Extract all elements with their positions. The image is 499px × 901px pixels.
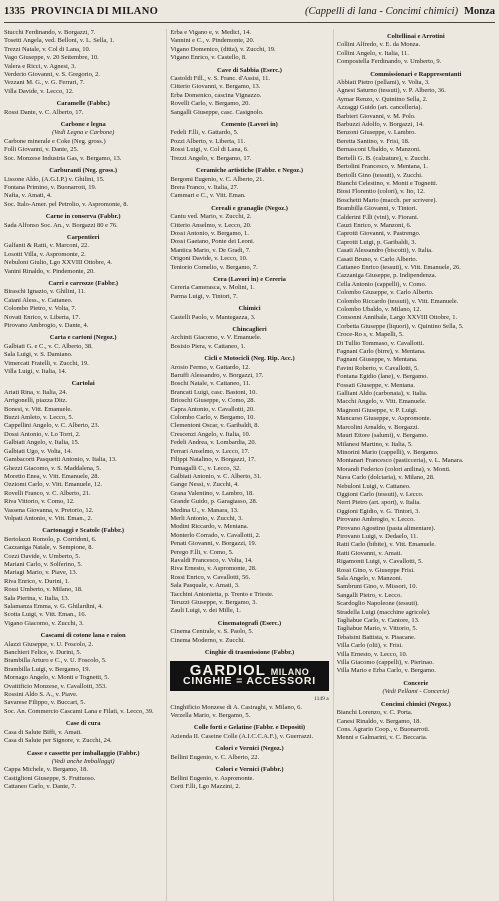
directory-entry: Cazzaniga Giuseppe, p. Indipendenza. — [336, 272, 437, 280]
directory-entry: Perego F.lli, v. Como, 5. — [170, 548, 234, 556]
directory-entry: Bianchi Celestino, v. Monti e Tognetti. — [336, 179, 438, 187]
directory-entry: Villa Ernesto, v. Lecco, 10. — [336, 650, 408, 658]
directory-entry: Valera e Ricci, v. Agnesi, 3. — [4, 62, 76, 70]
directory-entry: Milanesi Martino, v. Italia, 5. — [336, 440, 413, 448]
directory-column-1 — [4, 29, 162, 901]
directory-entry: Mancarso Giuseppe, v. Aspromonte. — [336, 415, 432, 423]
directory-entry: Crescenzi Angelo, v. Italia, 10. — [170, 430, 251, 438]
section-heading: Cera (Lavori in) e Cereria — [213, 275, 286, 283]
directory-entry: Modini Riccardo, v. Mentana. — [170, 523, 249, 531]
section-heading: Cicli e Motocicli (Neg. Rip. Acc.) — [204, 355, 295, 363]
directory-entry: Colombo Ubaldo, v. Milano, 12. — [336, 306, 422, 313]
directory-entry: Monterlo Corrado, v. Cavallotti, 2. — [170, 531, 261, 539]
directory-entry: Carbone minerale e Coke (Neg. gross.) — [4, 137, 106, 145]
directory-entry: Menni e Galmarini, v. C. Beccaria. — [336, 734, 428, 742]
directory-entry: Volpati Antonio, v. Vitt. Eman., 2. — [4, 514, 93, 522]
directory-entry: Penati Giovanni, v. Borgazzi, 19. — [170, 540, 257, 548]
section-heading: Cartonaggi e Scatole (Fabbr.) — [42, 527, 125, 535]
directory-entry: Erba e Vigano e, v. Medici, 14. — [170, 29, 251, 36]
section-heading: Chincaglieri — [232, 326, 267, 333]
directory-entry: Ozziomi Carlo, v. Vitt. Emanuele, 12. — [4, 481, 102, 489]
directory-entry: Rigamonti Luigi, v. Cavallotti, 5. — [336, 558, 423, 566]
directory-entry: Bernasconi Ubaldo, v. Manzoni. — [336, 146, 421, 154]
directory-entry: Archinti Giacomo, v. V. Emanuele. — [170, 334, 262, 342]
directory-entry: Bellini Eugenio, v. C. Alberto, 22. — [170, 753, 260, 761]
directory-entry: Magnoni Giuseppe, v. P. Luigi. — [336, 406, 418, 414]
directory-entry: Villa Luigi, v. Italia, 14. — [4, 368, 67, 376]
section-heading: Concimi chimici (Negoz.) — [380, 700, 451, 708]
directory-column-2 — [166, 29, 328, 901]
directory-entry: Riva Ernesto, v. Aspromonte, 28. — [170, 565, 257, 573]
directory-entry: Nerri Pietro (art. sport), v. Italia. — [336, 499, 421, 507]
ad-brand: GARDIOL — [189, 662, 266, 680]
directory-entry: Cinghificio Monzese di A. Casiraghi, v. Milano, 6. — [170, 703, 303, 711]
directory-entry: Dossi Antonio, v. Bergamo, 1. — [170, 229, 249, 237]
directory-entry: Cinema Centrale, v. S. Paolo, 5. — [170, 628, 254, 636]
section-heading: Cinematografi (Eserc.) — [217, 619, 282, 627]
directory-entry: Castiglioni Giuseppe, S. Fruttuoso. — [4, 774, 96, 782]
directory-entry: Brambilla Giovanni, v. Tintori. — [336, 205, 418, 213]
directory-entry: Gambacorti Pasquetti Antonio, v. Italia, 13. — [4, 456, 117, 464]
directory-entry: Tagliabue Carlo, v. Cantore, 13. — [336, 617, 420, 625]
directory-entry: Stucchi Ferdinando, v. Borgazzi, 7. — [4, 29, 96, 36]
directory-entry: Galliani Aldo (carbonaia), v. Italia. — [336, 390, 428, 398]
directory-entry: Cozzi Davide, v. Umberto, 5. — [4, 552, 81, 560]
directory-entry: Corti F.lli, Lgo Mazzini, 2. — [170, 782, 241, 790]
directory-entry: Baruffi Alessandro, v. Borgazzi, 17. — [170, 372, 264, 380]
directory-entry: Caiani Aless., v. Cattaneo. — [4, 296, 73, 304]
directory-entry: Pirovano Ambrogio, v. Lecco. — [336, 516, 415, 524]
directory-entry: Ratti Giovanni, v. Amati. — [336, 549, 402, 557]
directory-entry: Dossi Gaetano, Ponte dei Leoni. — [170, 238, 255, 246]
directory-entry: Mauri Ettore (salumi), v. Bergamo. — [336, 432, 428, 440]
directory-entry: Savarese Filippo, v. Buccari, 5. — [4, 699, 86, 707]
directory-entry: Bertelli G. B. (calzature), v. Zucchi. — [336, 154, 431, 162]
directory-entry: Vassena Giovanna, v. Pretorio, 12. — [4, 506, 94, 514]
directory-entry: Marcolini Arnaldo, v. Borgazzi. — [336, 423, 420, 431]
directory-entry: Parma Luigi, v. Tintori, 7. — [170, 292, 238, 300]
directory-entry: Mantica Mario, v. De Gradi, 7. — [170, 246, 251, 254]
section-heading: Casse e cassette per imballaggio (Fabbr.) — [26, 749, 140, 757]
directory-entry: Cantu ved. Mario, v. Zucchi, 2. — [170, 213, 252, 221]
directory-entry: Benzoni Giuseppe, v. Lambro. — [336, 129, 417, 137]
directory-entry: Boschi Natale, v. Cattaneo, 11. — [170, 380, 251, 388]
directory-entry: Cella Antonio (cappelli), v. Como. — [336, 280, 427, 288]
directory-entry: Arosio Fermo, v. Gattardo, 12. — [170, 363, 251, 371]
directory-entry: Trezzi Natale, v. Col di Lana, 10. — [4, 45, 91, 53]
directory-entry: Bertolli Gino (tessuti), v. Zucchi. — [336, 171, 423, 179]
directory-entry: Teruzzi Giuseppe, v. Bergamo, 3. — [170, 599, 258, 606]
directory-entry: Galbiati G. e C., v. C. Alberto, 38. — [4, 342, 93, 350]
directory-entry: Casa di Salute per Signore, v. Zucchi, 24. — [4, 737, 112, 745]
directory-entry: Fumagalli C., v. Lecco, 32. — [170, 464, 241, 472]
directory-entry: Salamanza Emma, v. G. Ghilardini, 4. — [4, 603, 103, 610]
directory-entry: Galbiati Antonio, v. C. Alberto, 31. — [170, 472, 262, 480]
directory-entry: Rossi Dante, v. C. Alberto, 17. — [4, 108, 84, 116]
directory-entry: Lissone Aldo, (A.G.I.P.) v. Ghilini, 15. — [4, 175, 105, 183]
directory-entry: Soc. Monzese Industria Gas, v. Bergamo, 13. — [4, 154, 122, 162]
directory-entry: Merli Antonio, v. Zucchi, 3. — [170, 514, 243, 522]
directory-entry: Oggioni Carlo (tessuti), v. Lecco. — [336, 490, 424, 498]
directory-entry: Compostella Ferdinando, v. Umberto, 9. — [336, 58, 442, 66]
directory-entry: Citterio Giovanni, v. Bergamo, 13. — [170, 83, 261, 91]
directory-entry: Banchieri Felice, v. Durini, 5. — [4, 649, 82, 657]
directory-entry: Cattaneo Enrico (tessuti), v. Vitt. Emanuele, 26. — [336, 263, 461, 271]
directory-entry: Corbetta Giuseppe (liquori), v. Quintino Sella, 5. — [336, 322, 464, 330]
directory-entry: Ratti Carlo (bibite), v. Vitt. Emanuele. — [336, 541, 436, 549]
directory-entry: Vimercati Fratelli, v. Zucchi, 19. — [4, 359, 89, 367]
advertisement — [170, 661, 328, 703]
directory-entry: Brioschi Giuseppe, v. Como, 28. — [170, 397, 256, 405]
directory-entry: Erba Domenico, cascina Vignazzo. — [170, 91, 262, 99]
directory-entry: Alazzi Giuseppe, v. U. Foscolo, 2. — [4, 640, 94, 648]
directory-entry: Dossi Antonio, v. Lo Torri, 2. — [4, 430, 81, 438]
section-heading: Carpentieri — [66, 233, 100, 241]
directory-entry: Sada Alfonso Soc. An., v. Borgazzi 80 e 76. — [4, 221, 118, 229]
directory-entry: Ghezzi Giacomo, v. S. Maddalena, 5. — [4, 464, 102, 472]
directory-entry: Villa Carlo (olii), v. Frisi. — [336, 642, 403, 650]
directory-entry: Castelli Paolo, v. Mantegazza, 3. — [170, 313, 256, 321]
directory-entry: Agnesi Saturno (tessuti), v. P. Alberto, 36. — [336, 87, 446, 95]
directory-entry: Bianchi Lorenzo, v. C. Porta. — [336, 709, 413, 717]
directory-entry: Rovelli Carlo, v. Bergamo, 20. — [170, 100, 250, 108]
section-heading: Cemento (Lavori in) — [221, 121, 278, 129]
directory-entry: Biraschi Ignazio, v. Ghilini, 11. — [4, 288, 86, 296]
directory-entry: Morandi Federico (colori anilina), v. Monti. — [336, 465, 451, 473]
directory-entry: Novati Enrico, v. Liberta, 17. — [4, 313, 81, 321]
directory-entry: Tebaisini Battista, v. Pisacane. — [336, 633, 416, 641]
directory-entry: Zauli Luigi, v. dei Mille, 1. — [170, 607, 241, 615]
directory-entry: Cinema Moderno, v. Zucchi. — [170, 636, 245, 644]
directory-entry: Bergomi Eugenio, v. C. Alberto, 21. — [170, 175, 265, 183]
directory-entry: Fedeli F.lli, v. Gattardo, 5. — [170, 129, 239, 137]
directory-entry: Vigano Domenico, (ditta), v. Zucchi, 19. — [170, 45, 276, 53]
directory-entry: Pirovano Ambrogio, v. Dante, 4. — [4, 322, 89, 329]
directory-entry: Bertolazzi Romolo, p. Corridoni, 6. — [4, 535, 97, 543]
directory-entry: Sambruni Gino, v. Missori, 10. — [336, 583, 418, 591]
section-note: (Vedi Pellami - Concerie) — [382, 688, 450, 696]
directory-entry: Casa di Salute Biffi, v. Amati. — [4, 728, 82, 736]
directory-entry: Oggioni Egidio, v. G. Tintori, 3. — [336, 507, 421, 515]
section-heading: Concerie — [403, 679, 429, 687]
section-heading: Colori e Vernici (Negoz.) — [215, 745, 284, 753]
directory-entry: Vannini e C., v. Pindemonte, 20. — [170, 37, 255, 45]
section-heading: Colle forti e Gelatine (Fabbr. e Depositi) — [193, 724, 306, 732]
directory-entry: Mornago Angelo, v. Monti e Tognetti, 5. — [4, 674, 110, 682]
directory-entry: Cammari e C., v. Vitt. Eman. — [170, 192, 246, 200]
directory-entry: Pozzi Alberto, v. Liberta, 11. — [170, 137, 246, 145]
directory-entry: Ariati Rina, v. Italia, 24. — [4, 388, 68, 396]
directory-entry: Ferrari Anselmo, v. Lecco, 17. — [170, 447, 250, 455]
directory-entry: Bertolini Francesco, v. Mentana, 1. — [336, 163, 428, 171]
section-heading: Cinghie di trasmissione (Fabbr.) — [204, 649, 295, 657]
directory-entry: Vanini Rinaldo, v. Pindemonte, 20. — [4, 267, 95, 275]
directory-entry: Brera Franco, v. Italia, 27. — [170, 183, 239, 191]
section-heading: Commissionari e Rappresentanti — [370, 70, 462, 78]
directory-entry: Fossati Giuseppe, v. Mentana. — [336, 381, 415, 389]
directory-entry: Origoni Davide, v. Lecco, 10. — [170, 255, 248, 263]
directory-entry: Villa Mario e Erba Carlo, v. Bergamo. — [336, 667, 436, 675]
directory-entry: Fontana Egidio (lane), v. Bergamo. — [336, 373, 428, 381]
ad-tagline: CINGHIE = ACCESSORI — [183, 674, 316, 687]
subject-range: (Cappelli di lana - Concimi chimici) — [304, 6, 459, 17]
directory-entry: Biosi Florentio (colori), v. Ito, 12. — [336, 188, 425, 196]
directory-entry: Citterio Anselmo, v. Lecco, 20. — [170, 221, 252, 229]
directory-entry: Fontana Primino, v. Buonarroti, 19. — [4, 183, 97, 191]
directory-entry: Barbieri Giovanni, v. M. Polo. — [336, 112, 416, 120]
directory-entry: Filippi Natalino, v. Borgazzi, 17. — [170, 456, 256, 464]
directory-entry: Caprotti Giovanni, v. Pastrengo. — [336, 230, 421, 238]
section-heading: Carri e carrozze (Fabbr.) — [48, 279, 118, 287]
section-heading: Cave di Sabbia (Eserc.) — [217, 66, 282, 74]
directory-entry: Fagnani Carlo (birre), v. Mentana. — [336, 348, 426, 356]
directory-entry: Nafta, v. Amati, 4. — [4, 192, 52, 200]
directory-entry: Vigano Enrico, v. Castello, 8. — [170, 54, 247, 62]
directory-column-3 — [333, 29, 495, 901]
section-heading: Carne in conserva (Fabbr.) — [45, 213, 121, 221]
directory-entry: Galbiati Angelo, v. Italia, 15. — [4, 439, 80, 447]
directory-entry: Vago Giuseppe, v. 20 Settembre, 10. — [4, 54, 99, 62]
directory-entry: Clementoni Oscar, v. Garibaldi, 8. — [170, 422, 260, 430]
section-heading: Ceramiche artistiche (Fabbr. e Negoz.) — [196, 167, 303, 175]
section-heading: Case di cura — [65, 720, 101, 728]
section-heading: Carta e cartoni (Negoz.) — [49, 334, 117, 342]
section-heading: Carburanti (Neg. gross.) — [49, 167, 118, 175]
directory-entry: Tentorio Cornelio, v. Bergamo, 7. — [170, 263, 258, 271]
directory-entry: Azzaggi Guido (art. cancelleria). — [336, 104, 423, 112]
section-heading: Caramelle (Fabbr.) — [56, 100, 110, 108]
directory-entry: Trezzi Angelo, v. Bergamo, 17. — [170, 154, 252, 162]
directory-entry: Colombo Pietro, v. Volta, 7. — [4, 305, 77, 313]
directory-entry: Collini Angelo, v. Italia, 11. — [336, 49, 409, 57]
directory-entry: Sala Luigi, v. S. Damiano. — [4, 351, 73, 359]
directory-entry: Gange Nessi, v. Zucchi, 4. — [170, 481, 239, 489]
directory-entry: Sangalli Giuseppe, casc. Casignolo. — [170, 108, 264, 116]
directory-entry: Nebuloni Luigi, v. Cattaneo. — [336, 482, 411, 490]
directory-entry: Croce-Ro s, v. Mapelli, 5. — [336, 331, 404, 339]
directory-entry: Moretto Enea, v. Vitt. Emanuele, 28. — [4, 472, 100, 480]
directory-entry: Boschetti Mario (macch. per scrivere). — [336, 196, 438, 204]
ad-code: 1149 a — [314, 696, 329, 703]
section-heading: Chimici — [238, 305, 261, 313]
directory-entry: Capra Antonio, v. Cavallotti, 20. — [170, 405, 255, 413]
directory-entry: Pirovano Luigi, v. Dedaelo, 11. — [336, 532, 418, 540]
directory-entry: Collini Alfredo, v. E. da Monza. — [336, 41, 421, 49]
directory-entry: Ovattificio Monzese, v. Cavallotti, 353. — [4, 682, 107, 690]
directory-entry: Abbiati Pietro (pellami), v. Volta, 3. — [336, 79, 430, 87]
directory-entry: Bonesi, v. Vitt. Emanuele. — [4, 405, 72, 413]
directory-entry: Rossi Luigi, v. Col di Lana, 6. — [170, 146, 249, 154]
directory-entry: Cauzi Enrico, v. Manzoni, 6. — [336, 221, 412, 229]
page-number: 1335 — [4, 6, 25, 17]
directory-entry: Rossini Aldo S. A., v. Piave. — [4, 691, 78, 699]
directory-entry: Mariagi Mario, v. Piave, 13. — [4, 569, 78, 577]
directory-entry: Canesi Rinaldo, v. Bergamo, 18. — [336, 717, 421, 725]
directory-entry: Folli Giovanni, v. Dante, 25. — [4, 146, 79, 154]
directory-entry: Riva Enrico, v. Durini, 1. — [4, 577, 70, 585]
directory-entry: Cereria Camerasca, v. Molini, 1. — [170, 284, 255, 292]
directory-entry: Galbiati Ugo, v. Volta, 14. — [4, 447, 72, 455]
directory-entry: Bellini Eugenio, v. Aspromonte. — [170, 774, 255, 782]
directory-entry: Brambilla Arturo e C., v. U. Foscolo, 5. — [4, 657, 107, 665]
gardiol-ad-banner — [170, 661, 328, 691]
directory-entry: Pirovano Agostino (pasta alimentare). — [336, 524, 436, 532]
directory-entry: Vezzani M. G., v. G. Ferrari, 7. — [4, 79, 85, 87]
directory-entry: Nava Carlo (dolciaria), v. Milano, 28. — [336, 474, 435, 482]
directory-entry: Cazzaniga Natale, v. Sempione, 8. — [4, 544, 94, 552]
directory-entry: Cappa Michele, v. Bergamo, 18. — [4, 766, 88, 774]
directory-entry: Colombo Carlo, v. Bergamo, 10. — [170, 414, 256, 422]
directory-entry: Rossi Umberto, v. Milano, 18. — [4, 586, 83, 594]
directory-entry: Castoldi Fill., v. S. Franc. d'Assisi, 11. — [170, 75, 270, 83]
directory-entry: Beretta Santino, v. Frisi, 18. — [336, 137, 410, 145]
section-heading: Cartolai — [71, 380, 95, 388]
city-name: Monza — [464, 6, 495, 17]
directory-entry: Cattaneo Carlo, v. Dante, 7. — [4, 783, 77, 791]
section-note: (Vedi anche Imballaggi) — [51, 757, 115, 765]
section-heading: Cereali e granaglie (Negoz.) — [211, 204, 288, 212]
section-heading: Cascami di cotone lana e raion — [40, 632, 126, 640]
directory-entry: Sala Angelo, v. Manzoni. — [336, 575, 403, 582]
directory-entry: Arrigonelli, piazza Ditz. — [4, 397, 68, 405]
directory-entry: Galfanti & Ratti, v. Marconi, 22. — [4, 242, 89, 250]
directory-entry: Macchi Angelo, v. Vitt. Emanuele. — [336, 398, 427, 406]
directory-entry: Brambilla Luigi, v. Bergamo, 19. — [4, 665, 91, 673]
section-note: (Vedi Legna e Carbone) — [52, 129, 115, 137]
directory-entry: Tagliabue Mario, v. Vittorio, 5. — [336, 625, 418, 633]
directory-entry: Caprotti Luigi, p. Garibaldi, 3. — [336, 238, 417, 246]
directory-entry: Losotti Villa, v. Aspromonte, 2. — [4, 250, 86, 258]
page-header — [4, 6, 495, 23]
directory-entry: Bosisio Piera, v. Cattaneo, 1. — [170, 342, 246, 350]
directory-entry: Casati Bruno, v. Carlo Alberto. — [336, 255, 418, 263]
directory-entry: Mariani Carlo, v. Solferino, 5. — [4, 560, 83, 568]
directory-entry: Ravaldi Francesco, v. Volta, 14. — [170, 556, 253, 564]
province-title: PROVINCIA DI MILANO — [31, 6, 159, 17]
directory-entry: Scardoglio Napoleone (tessuti). — [336, 600, 419, 608]
directory-entry: Buzzi Amleto, v. Lecco, 5. — [4, 414, 74, 422]
directory-entry: Calderini F.lli (vini), v. Fiorani. — [336, 213, 419, 221]
directory-entry: Rovelli Franco, v. C. Alberto, 21. — [4, 489, 91, 497]
directory-entry: Montanari Francesco (pasticceria), v. L. Manara. — [336, 457, 464, 465]
directory-entry: Colombo Riccardo (tessuti), v. Vitt. Emanuele. — [336, 297, 459, 305]
directory-entry: Rossi Enrico, v. Cavallotti, 56. — [170, 573, 251, 581]
directory-entry: Medina U., v. Manara, 13. — [170, 506, 239, 514]
directory-entry: Nebuloni Giulio, Lgo XXVIII Ottobre, 4. — [4, 259, 112, 267]
directory-entry: Stradella Luigi (macchine agricole). — [336, 608, 431, 616]
directory-entry: Favini Roberto, v. Cavallotti, 5. — [336, 364, 419, 372]
directory-columns — [4, 29, 495, 901]
directory-entry: Sangalli Pietro, v. Lecco. — [336, 591, 402, 599]
directory-entry: Sala Pasquale, v. Amati, 3. — [170, 582, 240, 590]
directory-entry: Consonni Annibale, Largo XXVIII Ottobre, 1. — [336, 314, 458, 322]
directory-entry: Grana Valentino, v. Lambro, 18. — [170, 489, 254, 497]
section-heading: Carbone e legna — [60, 121, 106, 129]
directory-entry: Cappellini Angelo, v. C. Alberto, 23. — [4, 422, 100, 430]
directory-entry: Soc. Italo-Amer. pel Petrolio, v. Aspromonte, 8. — [4, 200, 129, 208]
directory-entry: Rossi Gino, v. Giuseppe Frisi. — [336, 566, 415, 574]
directory-entry: Brancati Luigi, casc. Bastoni, 10. — [170, 388, 257, 396]
directory-entry: Villa Giacomo (cappelli), v. Pierinao. — [336, 659, 434, 667]
directory-entry: Colombo Giuseppe, v. Carlo Alberto. — [336, 289, 434, 297]
ad-city: MILANO — [270, 667, 310, 678]
directory-entry: Verderio Giovanni, v. S. Gregorio, 2. — [4, 71, 100, 79]
directory-entry: Riva Vittorio, v. Como, 12. — [4, 498, 75, 506]
directory-entry: Tosetti Angela, ved. Belloni, v. L. Sella, 1. — [4, 37, 115, 45]
directory-entry: Tacchini Antonietta, p. Trento e Trieste. — [170, 590, 274, 598]
directory-entry: Soc. An. Commercio Cascami Lana e Filati, v. Lecco, 39. — [4, 707, 154, 715]
directory-entry: Di Tullio Tommaso, v. Cavallotti. — [336, 339, 424, 347]
directory-entry: Minorini Mario (cappelli), v. Bergamo. — [336, 448, 439, 456]
directory-entry: Verzella Mario, v. Bergamo, 5. — [170, 712, 251, 720]
directory-entry: Sala Pierina, v. Italia, 13. — [4, 594, 70, 602]
directory-entry: Barbuzzi Adolfo, v. Borgazzi, 14. — [336, 121, 424, 129]
directory-entry: Fedeli Andrea, v. Lombardia, 20. — [170, 439, 257, 447]
section-heading: Coltellinai e Arrotini — [386, 33, 445, 40]
section-heading: Colori e Vernici (Fabbr.) — [215, 766, 284, 774]
directory-entry: Scotta Luigi, v. Vitt. Eman., 16. — [4, 611, 87, 619]
directory-entry: Casati Alessandro (biscotti), v. Italia. — [336, 247, 433, 255]
directory-entry: Fagnani Giuseppe, v. Mentana. — [336, 356, 418, 364]
directory-entry: Grande Guido, p. Garagiasso, 28. — [170, 498, 258, 506]
directory-entry: Vigano Giacomo, v. Zucchi, 3. — [4, 619, 84, 627]
directory-entry: Cons. Agrario Coop., v. Buonarroti. — [336, 725, 430, 733]
directory-entry: Aymar Renzo, v. Quintino Sella, 2. — [336, 95, 428, 103]
directory-entry: Azienda II. Caseine Colle (A.I.C.C.A.F.), v. Guerrazzi. — [170, 732, 314, 740]
directory-entry: Villa Davide, v. Lecco, 12. — [4, 87, 74, 95]
